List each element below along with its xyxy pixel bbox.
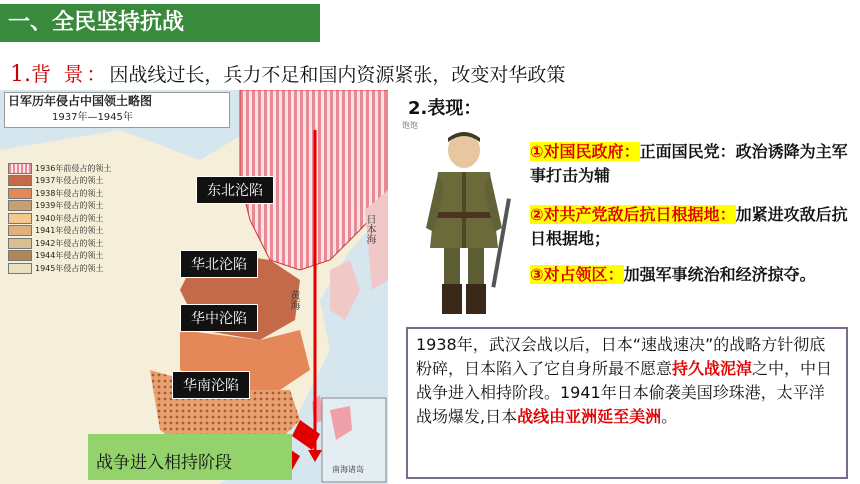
legend-item [8, 187, 111, 200]
legend-label: 1936年前侵占的领土 [35, 163, 112, 173]
manifest-title: 2.表现： [408, 98, 482, 119]
background-label: 背 景 [31, 62, 87, 86]
history-highlight-1: 持久战泥淖 [672, 359, 753, 378]
occupation-map [0, 90, 388, 484]
stalemate-text: 战争进入相持阶段 [96, 453, 232, 473]
south-islands-label: 南海诸岛 [332, 465, 364, 474]
soldier-illustration [404, 128, 522, 318]
map-legend [8, 162, 111, 275]
legend-label: 1945年侵占的领土 [35, 263, 104, 273]
legend-label: 1940年侵占的领土 [35, 213, 104, 223]
legend-label: 1938年侵占的领土 [35, 188, 104, 198]
background-line [10, 58, 565, 87]
legend-item [8, 262, 111, 275]
legend-item [8, 225, 111, 238]
legend-swatch [8, 213, 32, 224]
history-textbox [406, 327, 848, 479]
legend-swatch [8, 263, 32, 274]
legend-item [8, 162, 111, 175]
legend-swatch [8, 175, 32, 186]
legend-item [8, 175, 111, 188]
point-label: ②对共产党敌后抗日根据地 [530, 205, 720, 224]
legend-swatch [8, 163, 32, 174]
map-graphic [0, 90, 388, 484]
sea-japan-label: 日本海 [364, 214, 375, 244]
background-number: 1. [10, 62, 31, 87]
point-text: 加强军事统治和经济掠夺。 [623, 265, 816, 284]
map-subtitle: 1937年—1945年 [52, 112, 133, 123]
history-highlight-2: 战线由亚洲延至美洲 [517, 407, 662, 426]
point-colon: ： [623, 142, 640, 161]
legend-label: 1939年侵占的领土 [35, 201, 104, 211]
yellow-sea-label: 黄海 [288, 290, 299, 310]
soldier-tag: 饱饱 [402, 121, 418, 130]
point-colon: ： [607, 265, 624, 284]
history-text-3: 。 [661, 407, 678, 426]
point-communist-bases [530, 203, 850, 251]
point-national-government [530, 140, 850, 188]
legend-item [8, 237, 111, 250]
point-label: ①对国民政府 [530, 142, 624, 161]
legend-swatch [8, 225, 32, 236]
background-text: 因战线过长，兵力不足和国内资源紧张，改变对华政策 [109, 64, 566, 86]
legend-item [8, 212, 111, 225]
point-colon: ： [719, 205, 736, 224]
region-label-north: 华北沦陷 [180, 250, 258, 278]
background-colon: ： [86, 62, 110, 86]
legend-item [8, 200, 111, 213]
legend-swatch [8, 238, 32, 249]
legend-swatch [8, 250, 32, 261]
region-label-northeast: 东北沦陷 [196, 176, 274, 204]
region-label-central: 华中沦陷 [180, 304, 258, 332]
point-text: 正面国民党：政治诱降为主军事打击为辅 [530, 142, 848, 185]
legend-label: 1937年侵占的领土 [35, 176, 104, 186]
legend-swatch [8, 200, 32, 211]
region-label-south: 华南沦陷 [172, 371, 250, 399]
legend-label: 1942年侵占的领土 [35, 238, 104, 248]
history-text-2: 之中，中日战争进入相持阶段。1941年日本偷袭美国珍珠港，太平洋战场爆发,日本 [416, 359, 833, 426]
legend-swatch [8, 188, 32, 199]
legend-label: 1941年侵占的领土 [35, 226, 104, 236]
point-label: ③对占领区 [530, 265, 608, 284]
point-text: 加紧进攻敌后抗日根据地； [530, 205, 848, 248]
map-title: 日军历年侵占中国领土略图 [8, 94, 153, 108]
section-title: 一、全民坚持抗战 [0, 4, 320, 42]
legend-item [8, 250, 111, 263]
legend-label: 1944年侵占的领土 [35, 251, 104, 261]
history-text-1: 1938年，武汉会战以后，日本“速战速决”的战略方针彻底粉碎，日本陷入了它自身所最不愿意 [416, 335, 826, 378]
point-occupied-areas [530, 263, 850, 287]
